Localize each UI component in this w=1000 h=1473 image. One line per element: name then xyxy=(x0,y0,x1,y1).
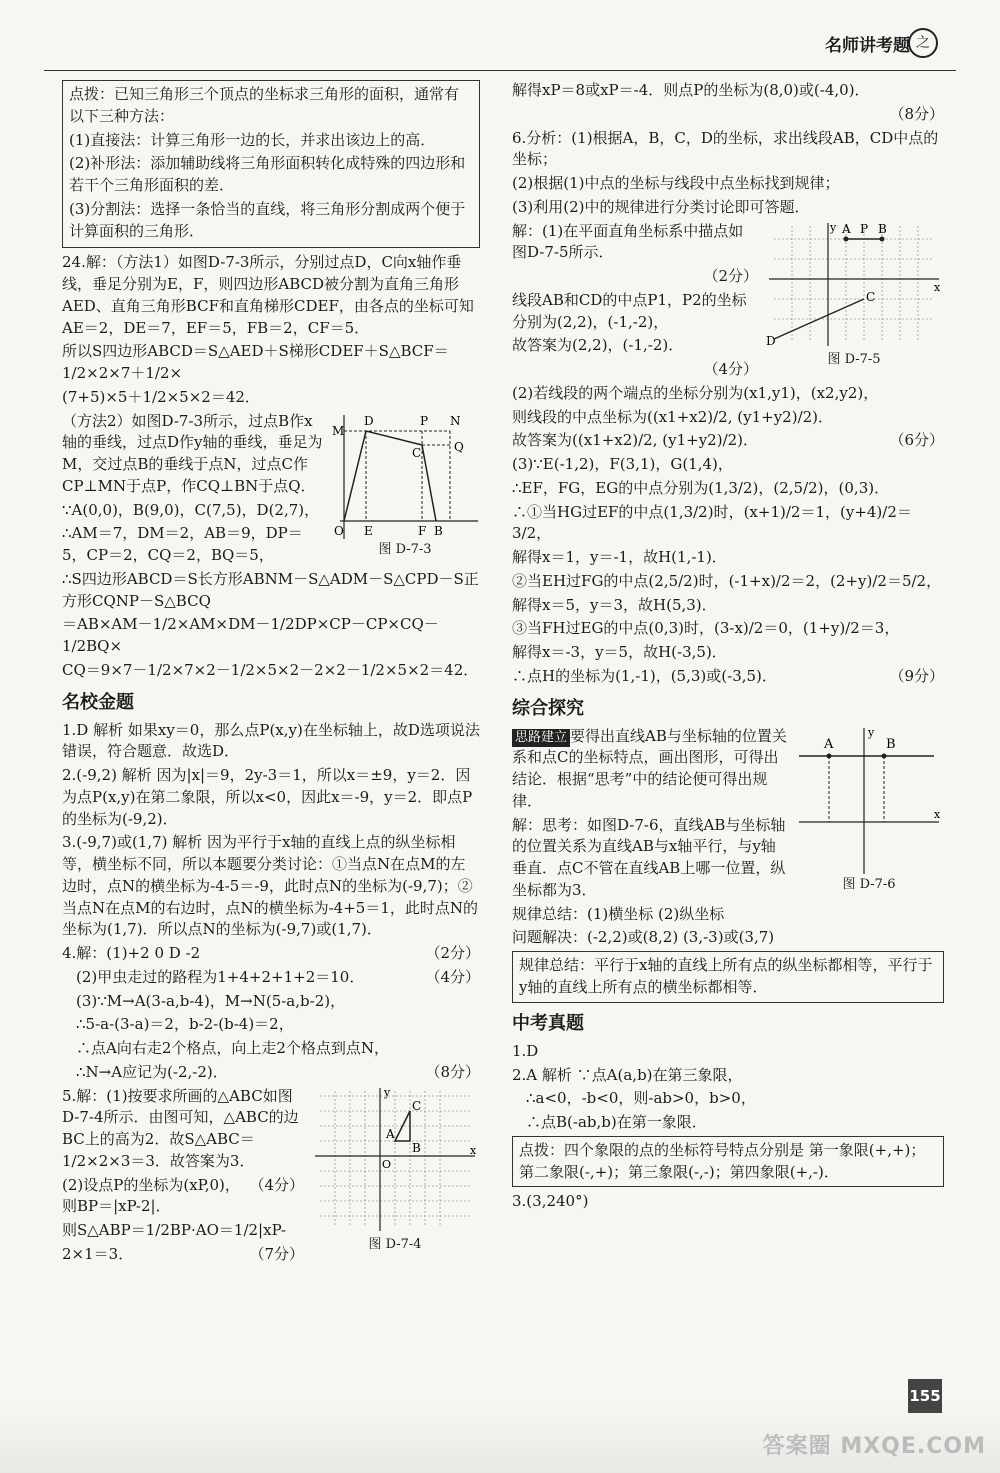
explore-tag: 思路建立 xyxy=(512,729,570,748)
q6-text: 故答案为(2,2)，(-1,-2)． xyxy=(512,336,684,355)
q24-text: ∵A(0,0)，B(9,0)，C(7,5)，D(2,7)， xyxy=(62,500,320,519)
q6-text: ∴①当HG过EF的中点(1,3/2)时，(x+1)/2＝1，(y+4)/2＝3/2， xyxy=(512,502,912,543)
svg-text:x: x xyxy=(470,1143,477,1157)
q6-text: (3)利用(2)中的规律进行分类讨论即可答题． xyxy=(512,197,810,216)
tip-line: (1)直接法：计算三角形一边的长，并求出该边上的高． xyxy=(69,130,436,149)
q6-text: ∴EF，FG，EG的中点分别为(1,3/2)，(2,5/2)，(0,3)． xyxy=(512,478,890,497)
q24-text: (7+5)×5＋1/2×5×2＝42． xyxy=(62,387,260,406)
q4-line: 4.解：(1)+2 0 D -2 xyxy=(62,944,201,963)
brand-logo-icon: 之 xyxy=(908,28,938,58)
svg-text:B: B xyxy=(412,1140,421,1155)
svg-text:D: D xyxy=(364,413,374,428)
q6-text: ②当EH过FG的中点(2,5/2)时，(-1+x)/2＝2，(2+y)/2＝5/2， xyxy=(512,571,942,590)
q4-text: (3)∵M→A(3-a,b-4)，M→N(5-a,b-2)， xyxy=(76,991,346,1010)
q4-text xyxy=(62,943,480,965)
figure-d-7-5-graph xyxy=(764,221,944,351)
answer-item: 1.D 解析 如果xy＝0，那么点P(x,y)在坐标轴上，故D选项说法错误，符合题意．故选D． xyxy=(62,720,480,761)
score: （4分） xyxy=(249,1175,304,1194)
score: （2分） xyxy=(703,267,758,285)
figure-caption: 图 D-7-5 xyxy=(827,351,881,367)
watermark: 答案圈 MXQE.COM xyxy=(762,1434,986,1460)
q24-text: 所以S四边形ABCD＝S△AED＋S梯形CDEF＋S△BCF＝1/2×2×7＋1/2× xyxy=(62,342,449,382)
section-title: 名校金题 xyxy=(62,691,134,713)
header-rule xyxy=(44,70,956,71)
q24-text: CQ＝9×7－1/2×7×2－1/2×5×2－2×2－1/2×5×2＝42． xyxy=(62,660,479,679)
svg-text:x: x xyxy=(934,807,941,821)
svg-text:B: B xyxy=(434,523,443,538)
explore-text: 问题解决：(-2,2)或(8,2) (3,-3)或(3,7) xyxy=(512,928,775,947)
q4-text: ∴点A向右走2个格点，向上走2个格点到点N， xyxy=(76,1039,390,1058)
q4-text: ∴5-a-(3-a)＝2，b-2-(b-4)＝2， xyxy=(76,1015,294,1034)
q5-line: 2×1＝3． xyxy=(62,1244,134,1263)
page-number: 155 xyxy=(908,1379,942,1413)
svg-text:C: C xyxy=(412,445,422,460)
svg-text:C: C xyxy=(412,1098,422,1113)
q6-text: (2)根据(1)中点的坐标与线段中点坐标找到规律； xyxy=(512,174,840,192)
q5-text: (2)设点P的坐标为(xP,0)，则BP＝|xP-2|． xyxy=(62,1175,240,1216)
q6-text: 解得x＝5，y＝3，故H(5,3)． xyxy=(512,595,717,614)
answer-line: 解得xP＝8或xP＝-4．则点P的坐标为(8,0)或(-4,0)． xyxy=(512,81,870,99)
svg-text:y: y xyxy=(830,220,837,234)
answer-item: 3.(-9,7)或(1,7) 解析 因为平行于x轴的直线上点的纵坐标相等，横坐标不同，所以本题要分类讨论：①当点N在点M的左边时，点N的横坐标为-4-5＝-9，此时点N的坐标为(-9,7)；②当点N在点M的右边时，点N的横坐标为-4+5＝1，此时点N的坐标为(1,7)．所以点N的坐标为(-9,7)或(1,7)． xyxy=(62,833,479,939)
score: （2分） xyxy=(425,944,480,963)
q6-text xyxy=(512,666,944,688)
score: （9分） xyxy=(889,666,944,685)
q6-line: ∴点H的坐标为(1,-1)，(5,3)或(-3,5)． xyxy=(512,666,777,685)
q6-text: 解：(1)在平面直角坐标系中描点如图D-7-5所示． xyxy=(512,221,744,262)
svg-text:F: F xyxy=(418,523,427,538)
figure-caption: 图 D-7-6 xyxy=(842,876,896,892)
svg-text:y: y xyxy=(868,725,875,739)
svg-text:N: N xyxy=(450,413,461,428)
svg-text:A: A xyxy=(386,1126,395,1141)
q6-text: 解得x＝1，y＝-1，故H(1,-1)． xyxy=(512,548,727,566)
tip-box xyxy=(62,80,480,248)
figure-d-7-3-graph xyxy=(330,411,480,541)
figure-d-7-4-graph xyxy=(310,1086,480,1236)
svg-text:E: E xyxy=(364,523,373,538)
figure-caption: 图 D-7-4 xyxy=(368,1236,422,1252)
score: （4分） xyxy=(425,967,480,986)
q4-line: ∴N→A应记为(-2,-2)． xyxy=(76,1062,228,1081)
explore-text: 规律总结：(1)横坐标 (2)纵坐标 xyxy=(512,904,725,923)
q6-text: 则线段的中点坐标为((x1+x2)/2, (y1+y2)/2)． xyxy=(512,407,834,426)
svg-text:A: A xyxy=(842,221,851,236)
answer-item: ∴a<0，-b<0，则-ab>0，b>0， xyxy=(526,1089,756,1108)
answer-item: 3.(3,240°) xyxy=(512,1192,589,1211)
q6-text: 解得x＝-3，y＝5，故H(-3,5)． xyxy=(512,643,727,661)
tip-line: (3)分割法：选择一条恰当的直线，将三角形分割成两个便于计算面积的三角形． xyxy=(69,199,466,240)
q24-text: ＝AB×AM－1/2×AM×DM－1/2DP×CP－CP×CQ－1/2BQ× xyxy=(62,615,439,655)
score: （7分） xyxy=(249,1244,304,1263)
tip-line: (2)补形法：添加辅助线将三角形面积转化成特殊的四边形和若干个三角形面积的差． xyxy=(69,154,466,194)
q4-line: (2)甲虫走过的路程为1+4+2+1+2＝10． xyxy=(76,967,365,986)
figure-d-7-3 xyxy=(330,411,480,560)
figure-d-7-6-graph xyxy=(794,726,944,876)
tip-box-2: 点拨：四个象限的点的坐标符号特点分别是 第一象限(+,+)；第二象限(-,+)；第三象限(-,-)；第四象限(+,-)． xyxy=(512,1136,944,1188)
section-title: 中考真题 xyxy=(512,1012,584,1034)
q6-line: 故答案为((x1+x2)/2, (y1+y2)/2)． xyxy=(512,431,759,450)
svg-text:P: P xyxy=(860,221,869,236)
tip-line: 点拨：已知三角形三个顶点的坐标求三角形的面积，通常有以下三种方法： xyxy=(69,85,460,125)
answer-item: 1.D xyxy=(512,1041,539,1060)
q6-text: ③当FH过EG的中点(0,3)时，(3-x)/2＝0，(1+y)/2＝3， xyxy=(512,619,900,638)
q24-text: ∴AM＝7，DM＝2，AB＝9，DP＝5，CP＝2，CQ＝2，BQ＝5， xyxy=(62,524,303,564)
answer-item: 2.(-9,2) 解析 因为|x|＝9，2y-3＝1，所以x＝±9，y＝2．因为点P(x,y)在第二象限，所以x<0，因此x＝-9，y＝2．即点P的坐标为(-9,2)． xyxy=(62,766,473,828)
figure-caption: 图 D-7-3 xyxy=(378,541,432,557)
answer-line: （8分） xyxy=(889,104,944,123)
rule-box: 规律总结：平行于x轴的直线上所有点的纵坐标都相等，平行于y轴的直线上所有点的横坐标都相等． xyxy=(512,951,944,1003)
q4-text xyxy=(62,967,480,989)
explore-line: 要得出直线AB与坐标轴的位置关系和点C的坐标特点，画出图形，可得出结论．根据“思考”中的结论便可得出规律． xyxy=(512,726,787,810)
svg-text:O: O xyxy=(382,1157,392,1171)
q4-text xyxy=(62,1062,480,1084)
q6-text: 6.分析：(1)根据A，B，C，D的坐标，求出线段AB，CD中点的坐标； xyxy=(512,128,939,169)
svg-text:Q: Q xyxy=(454,439,464,454)
svg-text:P: P xyxy=(420,413,429,428)
q24-text: 24.解：（方法1）如图D-7-3所示，分别过点D，C向x轴作垂线，垂足分别为E，F，则四边形ABCD被分割为直角三角形AED、直角三角形BCF和直角梯形CDEF，由各点的坐标可知AE＝2，DE＝7，EF＝5，FB＝2，CF＝5． xyxy=(62,253,474,337)
q6-text: 线段AB和CD的中点P1，P2的坐标分别为(2,2)，(-1,-2)， xyxy=(512,290,747,331)
section-title: 综合探究 xyxy=(512,697,584,719)
answer-item: ∴点B(-ab,b)在第一象限． xyxy=(526,1113,707,1132)
q5-text: 则S△ABP＝1/2BP·AO＝1/2|xP- xyxy=(62,1221,286,1240)
left-column xyxy=(62,80,480,1268)
q5-text: 5.解：(1)按要求所画的△ABC如图D-7-4所示．由图可知，△ABC的边BC上的高为2．故S△ABC＝1/2×2×3＝3．故答案为3． xyxy=(62,1086,299,1170)
svg-text:M: M xyxy=(332,423,345,438)
svg-text:D: D xyxy=(766,333,776,348)
svg-text:B: B xyxy=(878,221,887,236)
svg-text:y: y xyxy=(384,1085,391,1099)
explore-text: 解：思考：如图D-7-6，直线AB与坐标轴的位置关系为直线AB与x轴平行，与y轴垂直．点C不管在直线AB上哪一位置，纵坐标都为3． xyxy=(512,815,786,899)
score: （6分） xyxy=(889,431,944,450)
q6-text: (2)若线段的两个端点的坐标分别为(x1,y1)，(x2,y2)， xyxy=(512,383,879,402)
svg-text:O: O xyxy=(334,523,344,538)
header-label: 名师讲考题 xyxy=(825,36,910,56)
figure-d-7-5 xyxy=(764,221,944,370)
right-column xyxy=(512,80,944,1215)
score: （8分） xyxy=(425,1062,480,1081)
q24-text: ∴S四边形ABCD＝S长方形ABNM－S△ADM－S△CPD－S正方形CQNP－S△BCQ xyxy=(62,569,479,610)
answer-item: 2.A 解析 ∵点A(a,b)在第三象限， xyxy=(512,1065,743,1084)
svg-text:C: C xyxy=(866,289,876,304)
q6-text: (3)∵E(-1,2)，F(3,1)，G(1,4)， xyxy=(512,455,733,473)
q24-text: （方法2）如图D-7-3所示，过点B作x轴的垂线，过点D作y轴的垂线，垂足为M，交过点B的垂线于点N，过点C作CP⊥MN于点P，作CQ⊥BN于点Q． xyxy=(62,411,323,495)
figure-d-7-6 xyxy=(794,726,944,895)
figure-d-7-4 xyxy=(310,1086,480,1255)
svg-text:x: x xyxy=(934,280,941,294)
score: （4分） xyxy=(703,360,758,378)
svg-text:B: B xyxy=(886,736,896,752)
q6-text xyxy=(512,430,944,452)
svg-text:A: A xyxy=(824,736,834,752)
